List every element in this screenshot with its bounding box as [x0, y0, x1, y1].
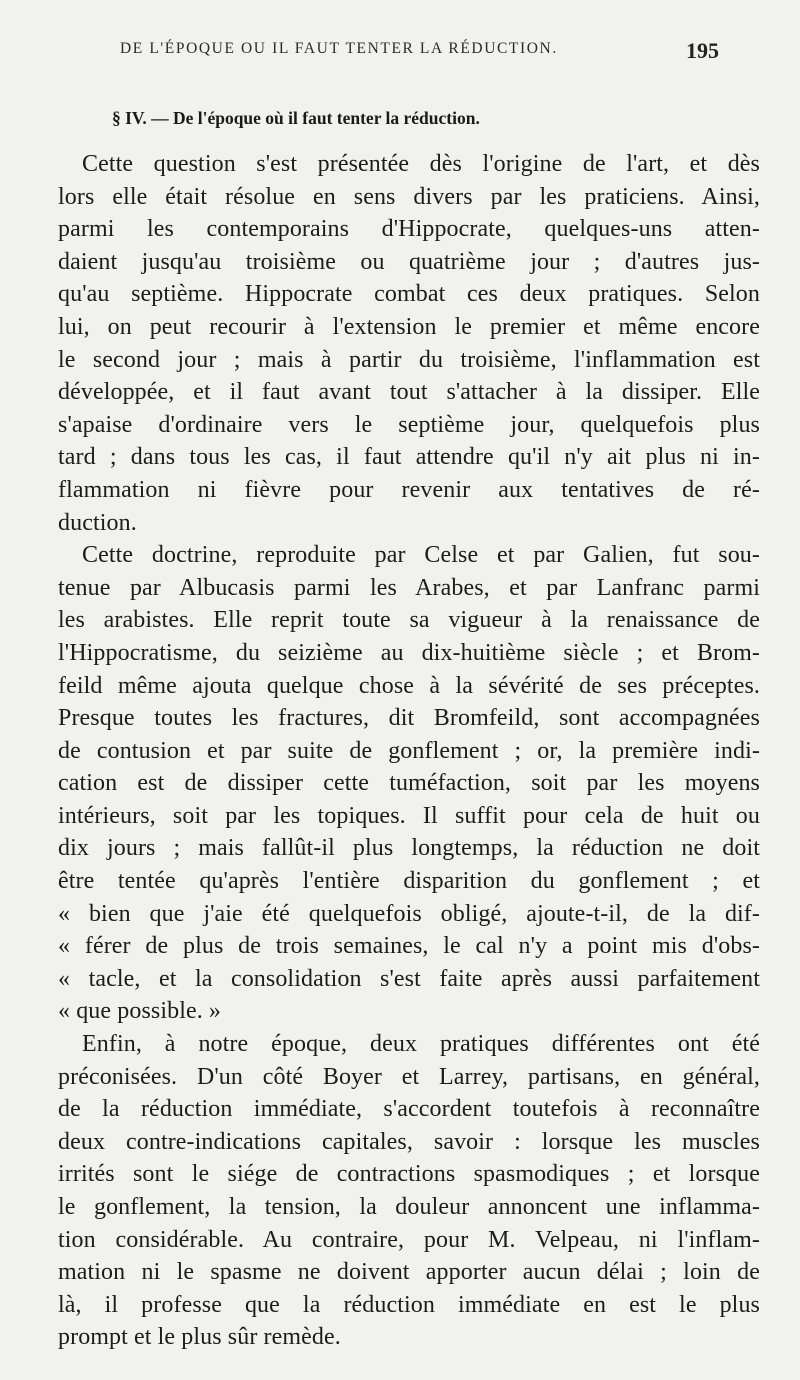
text-line: flammation ni fièvre pour revenir aux tentatives de ré-	[58, 476, 760, 503]
quote-line: « bien que j'aie été quelquefois obligé, ajoute-t-il, de la dif-	[58, 900, 760, 927]
text-line: le gonflement, la tension, la douleur annoncent une inflamma-	[58, 1194, 760, 1220]
text-line: Enfin, à notre époque, deux pratiques différentes ont été	[82, 1031, 760, 1058]
section-heading: § IV. — De l'époque où il faut tenter la réduction.	[112, 108, 480, 128]
text-line: lors elle était résolue en sens divers par les praticiens. Ainsi,	[58, 183, 760, 210]
text-line: préconisées. D'un côté Boyer et Larrey, partisans, en général,	[58, 1063, 760, 1090]
text-line: être tentée qu'après l'entière disparition du gonflement ; et	[58, 868, 760, 895]
paragraph	[58, 539, 760, 1028]
quote-line: « que possible. »	[58, 998, 222, 1025]
text-line: Cette question s'est présentée dès l'origine de l'art, et dès	[82, 151, 760, 177]
text-line: tenue par Albucasis parmi les Arabes, et par Lanfranc parmi	[58, 574, 760, 601]
quote-line: « tacle, et la consolidation s'est faite après aussi parfaitement	[58, 965, 760, 992]
text-line: lui, on peut recourir à l'extension le premier et même encore	[58, 313, 760, 340]
running-head: DE L'ÉPOQUE OU IL FAUT TENTER LA RÉDUCTION.	[120, 40, 558, 57]
text-line: développée, et il faut avant tout s'attacher à la dissiper. Elle	[58, 379, 760, 406]
text-line: intérieurs, soit par les topiques. Il suffit pour cela de huit ou	[58, 802, 760, 829]
text-line: Presque toutes les fractures, dit Bromfeild, sont accompagnées	[58, 705, 760, 732]
text-line: là, il professe que la réduction immédiate en est le plus	[58, 1291, 760, 1318]
text-line: mation ni le spasme ne doivent apporter aucun délai ; loin de	[58, 1259, 760, 1286]
text-line: Cette doctrine, reproduite par Celse et par Galien, fut sou-	[82, 542, 760, 569]
text-line: parmi les contemporains d'Hippocrate, quelques-uns atten-	[58, 216, 760, 243]
text-line: l'Hippocratisme, du seizième au dix-huitième siècle ; et Brom-	[58, 639, 760, 666]
text-line: duction.	[58, 509, 137, 536]
body-text	[58, 148, 760, 1354]
text-line: daient jusqu'au troisième ou quatrième jour ; d'autres jus-	[58, 248, 760, 275]
text-line: les arabistes. Elle reprit toute sa vigueur à la renaissance de	[58, 607, 760, 634]
text-line: dix jours ; mais fallût-il plus longtemps, la réduction ne doit	[58, 835, 760, 862]
text-line: tion considérable. Au contraire, pour M. Velpeau, ni l'inflam-	[58, 1226, 760, 1253]
text-line: le second jour ; mais à partir du troisième, l'inflammation est	[58, 346, 760, 373]
text-line: s'apaise d'ordinaire vers le septième jour, quelquefois plus	[58, 411, 760, 438]
text-line: qu'au septième. Hippocrate combat ces deux pratiques. Selon	[58, 281, 760, 308]
text-line: prompt et le plus sûr remède.	[58, 1324, 341, 1351]
text-line: feild même ajouta quelque chose à la sévérité de ses préceptes.	[58, 672, 760, 699]
text-line: deux contre-indications capitales, savoir : lorsque les muscles	[58, 1128, 760, 1155]
paragraph	[58, 1028, 760, 1354]
paragraph	[58, 148, 760, 539]
text-line: cation est de dissiper cette tuméfaction, soit par les moyens	[58, 770, 760, 797]
page-number: 195	[686, 38, 719, 63]
text-line: irrités sont le siége de contractions spasmodiques ; et lorsque	[58, 1161, 760, 1188]
text-line: de la réduction immédiate, s'accordent toutefois à reconnaître	[58, 1096, 760, 1123]
quote-line: « férer de plus de trois semaines, le cal n'y a point mis d'obs-	[58, 933, 760, 960]
text-line: de contusion et par suite de gonflement ; or, la première indi-	[58, 737, 760, 764]
text-line: tard ; dans tous les cas, il faut attendre qu'il n'y ait plus ni in-	[58, 444, 760, 471]
